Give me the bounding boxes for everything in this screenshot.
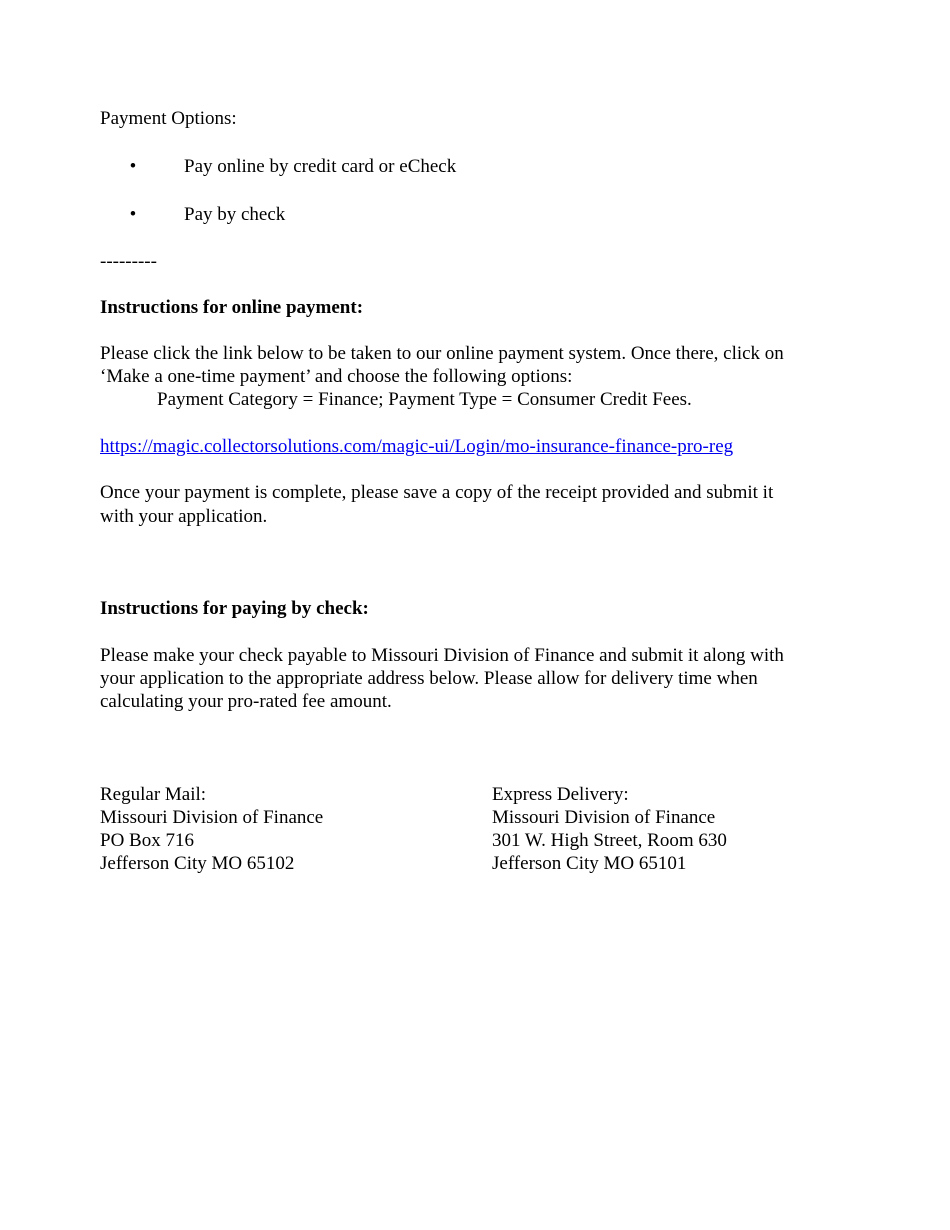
- payment-options-heading: Payment Options:: [100, 108, 237, 129]
- address-line: Jefferson City MO 65102: [100, 853, 295, 874]
- list-item-label: Pay by check: [184, 204, 286, 225]
- address-line: PO Box 716: [100, 830, 194, 851]
- online-payment-heading: Instructions for online payment:: [100, 297, 364, 318]
- address-line: Jefferson City MO 65101: [492, 853, 687, 874]
- bullet-icon: •: [129, 156, 137, 177]
- receipt-instructions-line: with your application.: [100, 506, 268, 527]
- address-label: Express Delivery:: [492, 784, 629, 805]
- address-label: Regular Mail:: [100, 784, 207, 805]
- payment-options-selection: Payment Category = Finance; Payment Type = Consumer Credit Fees.: [157, 389, 692, 410]
- receipt-instructions-line: Once your payment is complete, please save a copy of the receipt provided and submit it: [100, 482, 774, 503]
- online-instructions-line: Please click the link below to be taken to our online payment system. Once there, click on: [100, 343, 784, 364]
- list-item-label: Pay online by credit card or eCheck: [184, 156, 457, 177]
- address-line: 301 W. High Street, Room 630: [492, 830, 727, 851]
- check-payment-heading: Instructions for paying by check:: [100, 598, 369, 619]
- check-instructions-line: your application to the appropriate address below. Please allow for delivery time when: [100, 668, 758, 689]
- check-instructions-line: Please make your check payable to Missouri Division of Finance and submit it along with: [100, 645, 784, 666]
- check-instructions-line: calculating your pro-rated fee amount.: [100, 691, 392, 712]
- separator: ---------: [100, 251, 157, 272]
- online-instructions-line: ‘Make a one-time payment’ and choose the following options:: [100, 366, 573, 387]
- bullet-icon: •: [129, 204, 137, 225]
- address-line: Missouri Division of Finance: [492, 807, 716, 828]
- payment-portal-link[interactable]: https://magic.collectorsolutions.com/magic-ui/Login/mo-insurance-finance-pro-reg: [100, 436, 734, 457]
- address-line: Missouri Division of Finance: [100, 807, 324, 828]
